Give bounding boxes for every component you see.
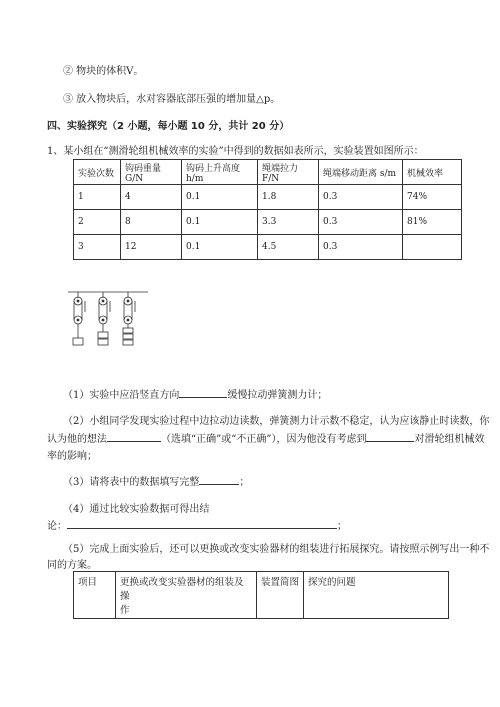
- sub-question-2-line1: （2）小组同学发现实验过程中边拉动边读数，弹簧测力计示数不稳定，认为应该静止时读数，你: [63, 416, 490, 427]
- sub4-text-a: 论：: [47, 521, 67, 532]
- sub-question-4-line2: [47, 517, 347, 532]
- header-cell: 钩码上升高度 h/m: [182, 160, 258, 185]
- table-cell: 74%: [403, 185, 462, 210]
- header-cell: 钩码重量 G/N: [121, 160, 182, 185]
- sub-question-5-line2: 同的方案。: [47, 560, 97, 571]
- table-header-row: [74, 160, 462, 185]
- plan-cell-question: 探究的问题: [304, 572, 449, 619]
- sub2-text-a: 认为他的想法: [47, 434, 107, 445]
- answer-blank-3[interactable]: [366, 432, 414, 442]
- plan-table-row: [74, 572, 449, 619]
- sub-question-1: [63, 386, 327, 401]
- sub1-text-a: （1）实验中应沿竖直方向: [63, 390, 180, 401]
- table-cell: 0.1: [182, 235, 258, 260]
- table-cell: 0.3: [319, 235, 403, 260]
- header-cell: 绳端拉力 F/N: [258, 160, 319, 185]
- sub-question-2-line3: 率的影响；: [47, 451, 97, 462]
- sub1-text-b: 缓慢拉动弹簧测力计；: [227, 390, 328, 401]
- sub2-text-c: 对滑轮组机械效: [414, 434, 485, 445]
- table-cell: 0.1: [182, 185, 258, 210]
- pulley-setup-1: [73, 292, 85, 345]
- answer-blank-2[interactable]: [107, 432, 161, 442]
- plan-table: [73, 571, 449, 619]
- table-cell-empty: [403, 235, 462, 260]
- sub-question-2-line2: [47, 430, 484, 445]
- data-table: [73, 159, 462, 260]
- table-cell: 0.1: [182, 210, 258, 235]
- table-cell: 8: [121, 210, 182, 235]
- plan-cell-operation-line2: 作: [120, 605, 130, 616]
- table-cell: 4.5: [258, 235, 319, 260]
- item-2-text: ② 物块的体积V。: [63, 66, 144, 77]
- plan-cell-operation: [116, 572, 257, 619]
- table-cell: 4: [121, 185, 182, 210]
- sub4-text-b: ；: [337, 521, 347, 532]
- table-row: [74, 210, 462, 235]
- table-cell: 12: [121, 235, 182, 260]
- answer-blank-4[interactable]: [199, 475, 239, 485]
- sub3-text-b: ；: [239, 477, 250, 488]
- sub-question-5-line1: （5）完成上面实验后，还可以更换或改变实验器材的组装进行拓展探究。请按照示例写出一种不: [63, 544, 490, 555]
- sub2-text-b: （选填“正确”或“不正确”），因为他没有考虑到: [161, 434, 367, 445]
- item-3-text: ③ 放入物块后，水对容器底部压强的增加量△p。: [63, 94, 281, 105]
- answer-blank-5[interactable]: [67, 519, 337, 529]
- pulley-setup-3: [123, 292, 135, 345]
- table-cell: 0.3: [319, 210, 403, 235]
- table-cell: 1.8: [258, 185, 319, 210]
- table-cell: 1: [74, 185, 121, 210]
- header-cell: 绳端移动距离 s/m: [319, 160, 403, 185]
- plan-cell-item: 项目: [74, 572, 116, 619]
- pulley-apparatus-figure: [68, 290, 148, 350]
- header-cell: 实验次数: [74, 160, 121, 185]
- table-cell: 2: [74, 210, 121, 235]
- table-cell: 81%: [403, 210, 462, 235]
- table-cell: 3.3: [258, 210, 319, 235]
- pulley-setup-2: [98, 292, 110, 345]
- sub-question-4-line1: （4）通过比较实验数据可得出结: [63, 504, 210, 515]
- table-row: [74, 185, 462, 210]
- table-cell: 3: [74, 235, 121, 260]
- sub3-text-a: （3）请将表中的数据填写完整: [63, 477, 200, 488]
- answer-blank-1[interactable]: [179, 388, 227, 398]
- sub-question-3: [63, 473, 249, 488]
- plan-cell-operation-line1: 更换或改变实验器材的组装及操: [120, 577, 244, 602]
- table-row: [74, 235, 462, 260]
- section-title: 四、实验探究（2 小题，每小题 10 分，共计 20 分）: [47, 121, 290, 132]
- question-1-stem: 1、某小组在“测滑轮组机械效率的实验”中得到的数据如表所示，实验装置如图所示：: [47, 146, 424, 157]
- header-cell: 机械效率: [403, 160, 462, 185]
- table-cell: 0.3: [319, 185, 403, 210]
- plan-cell-diagram: 装置简图: [257, 572, 304, 619]
